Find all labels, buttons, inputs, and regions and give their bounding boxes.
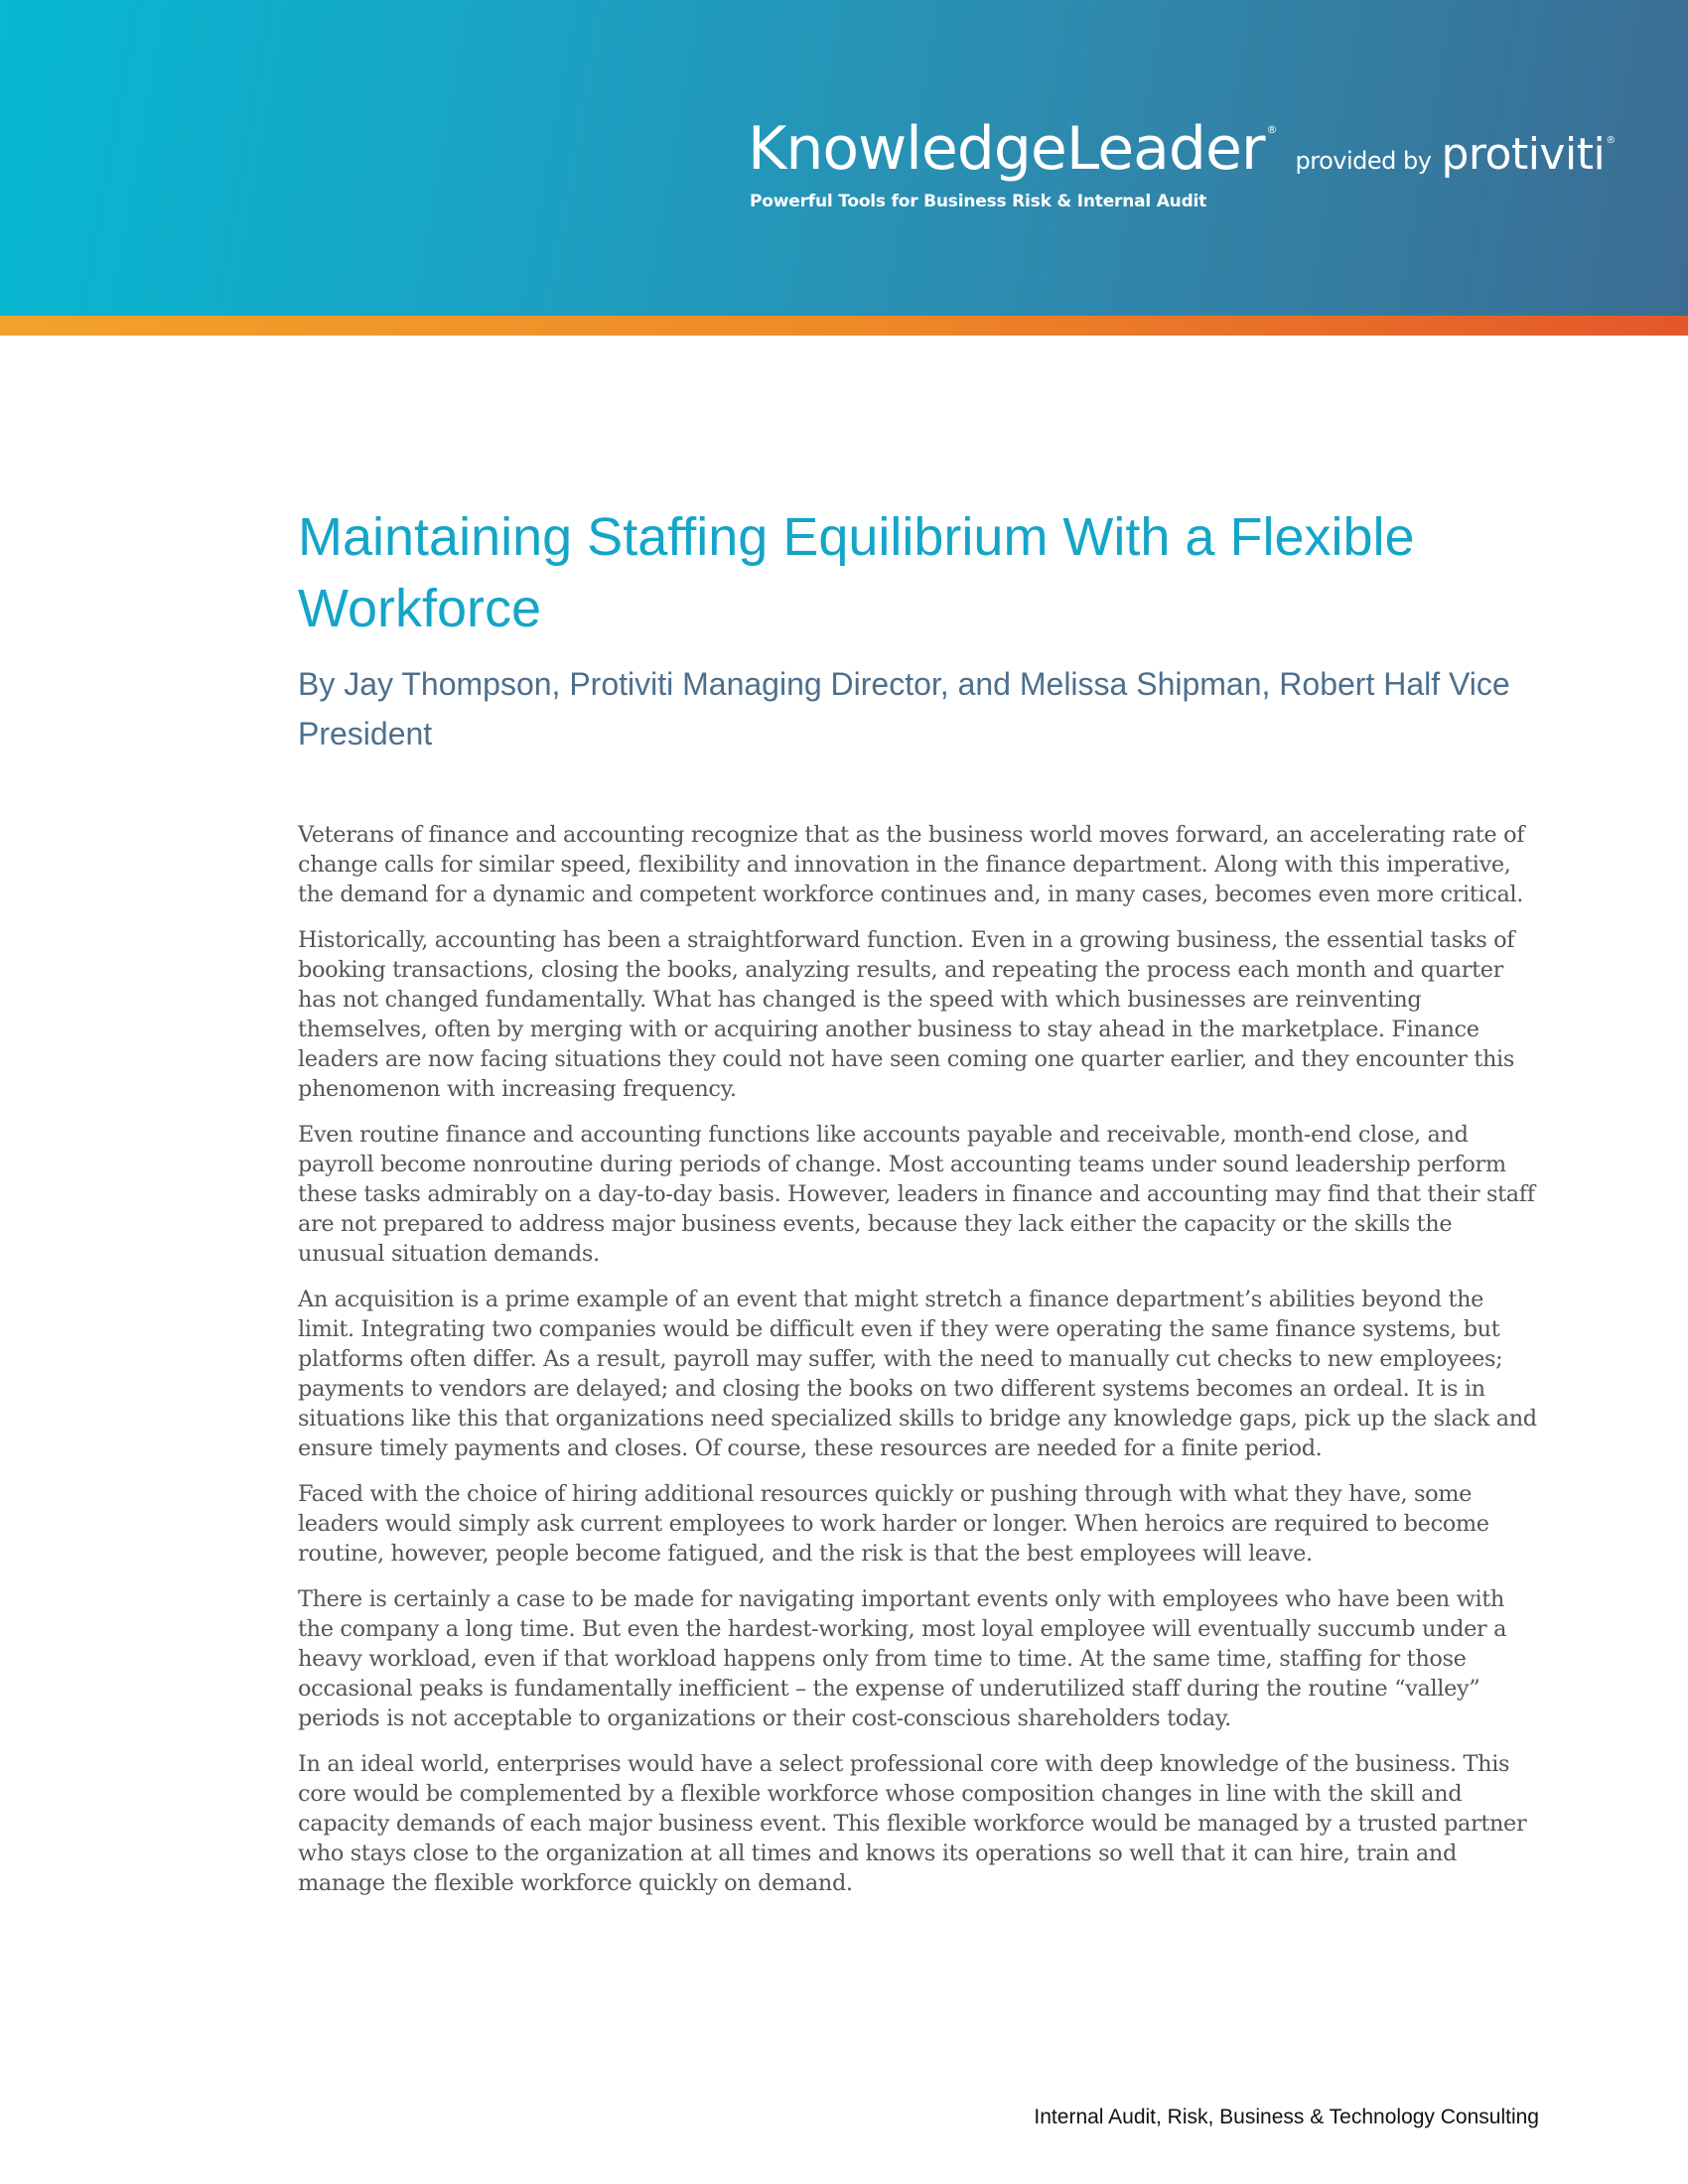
registered-mark: ® (1266, 123, 1278, 136)
company-logo: protiviti (1441, 129, 1606, 180)
document-title: Maintaining Staffing Equilibrium With a Flexible Workforce (298, 507, 1415, 638)
brand-logo (748, 114, 1616, 184)
document-body (298, 820, 1544, 1914)
body-paragraph: Veterans of finance and accounting recognize that as the business world moves forward, an accelerating rate of change calls for similar speed, flexibility and innovation in the finance department. Along with this imperative, the demand for a dynamic and competent workforce continues and, in many cases, becomes even more critical. (298, 822, 1525, 907)
body-paragraph: Even routine finance and accounting functions like accounts payable and receivable, month-end close, and payroll become nonroutine during periods of change. Most accounting teams under sound leadership perform these tasks admirably on a day-to-day basis. However, leaders in finance and accounting may find that their staff are not prepared to address major business events, because they lack either the capacity or the skills the unusual situation demands. (298, 1122, 1535, 1267)
footer-text: Internal Audit, Risk, Business & Technology Consulting (1034, 2106, 1539, 2128)
body-paragraph: In an ideal world, enterprises would have a select professional core with deep knowledge of the business. This core would be complemented by a flexible workforce whose composition changes in line with the skill and capacity demands of each major business event. This flexible workforce would be managed by a trusted partner who stays close to the organization at all times and knows its operations so well that it can hire, train and manage the flexible workforce quickly on demand. (298, 1751, 1527, 1896)
body-paragraph: An acquisition is a prime example of an event that might stretch a finance department’s abilities beyond the limit. Integrating two companies would be difficult even if they were operating the same finance systems, but platforms often differ. As a result, payroll may suffer, with the need to manually cut checks to new employees; payments to vendors are delayed; and closing the books on two different systems becomes an ordeal. It is in situations like this that organizations need specialized skills to bridge any knowledge gaps, pick up the slack and ensure timely payments and closes. Of course, these resources are needed for a finite period. (298, 1287, 1537, 1461)
provided-by-text: provided by (1295, 147, 1432, 175)
body-paragraph: There is certainly a case to be made for navigating important events only with employees who have been with the company a long time. But even the hardest-working, most loyal employee will eventually succumb under a heavy workload, even if that workload happens only from time to time. At the same time, staffing for those occasional peaks is fundamentally inefficient – the expense of underutilized staff during the routine “valley” periods is not acceptable to organizations or their cost-conscious shareholders today. (298, 1586, 1507, 1731)
company-registered-mark: ® (1606, 135, 1617, 146)
brand-tagline: Powerful Tools for Business Risk & Internal Audit (750, 192, 1207, 211)
brand-name: KnowledgeLeader (748, 114, 1265, 184)
header-accent-stripe (0, 316, 1688, 336)
body-paragraph: Historically, accounting has been a straightforward function. Even in a growing business, the essential tasks of booking transactions, closing the books, analyzing results, and repeating the process each month and quarter has not changed fundamentally. What has changed is the speed with which businesses are reinventing themselves, often by merging with or acquiring another business to stay ahead in the marketplace. Finance leaders are now facing situations they could not have seen coming one quarter earlier, and they encounter this phenomenon with increasing frequency. (298, 927, 1515, 1102)
body-paragraph: Faced with the choice of hiring additional resources quickly or pushing through with what they have, some leaders would simply ask current employees to work harder or longer. When heroics are required to become routine, however, people become fatigued, and the risk is that the best employees will leave. (298, 1481, 1489, 1567)
document-byline: By Jay Thompson, Protiviti Managing Director, and Melissa Shipman, Robert Half Vice President (298, 666, 1510, 751)
